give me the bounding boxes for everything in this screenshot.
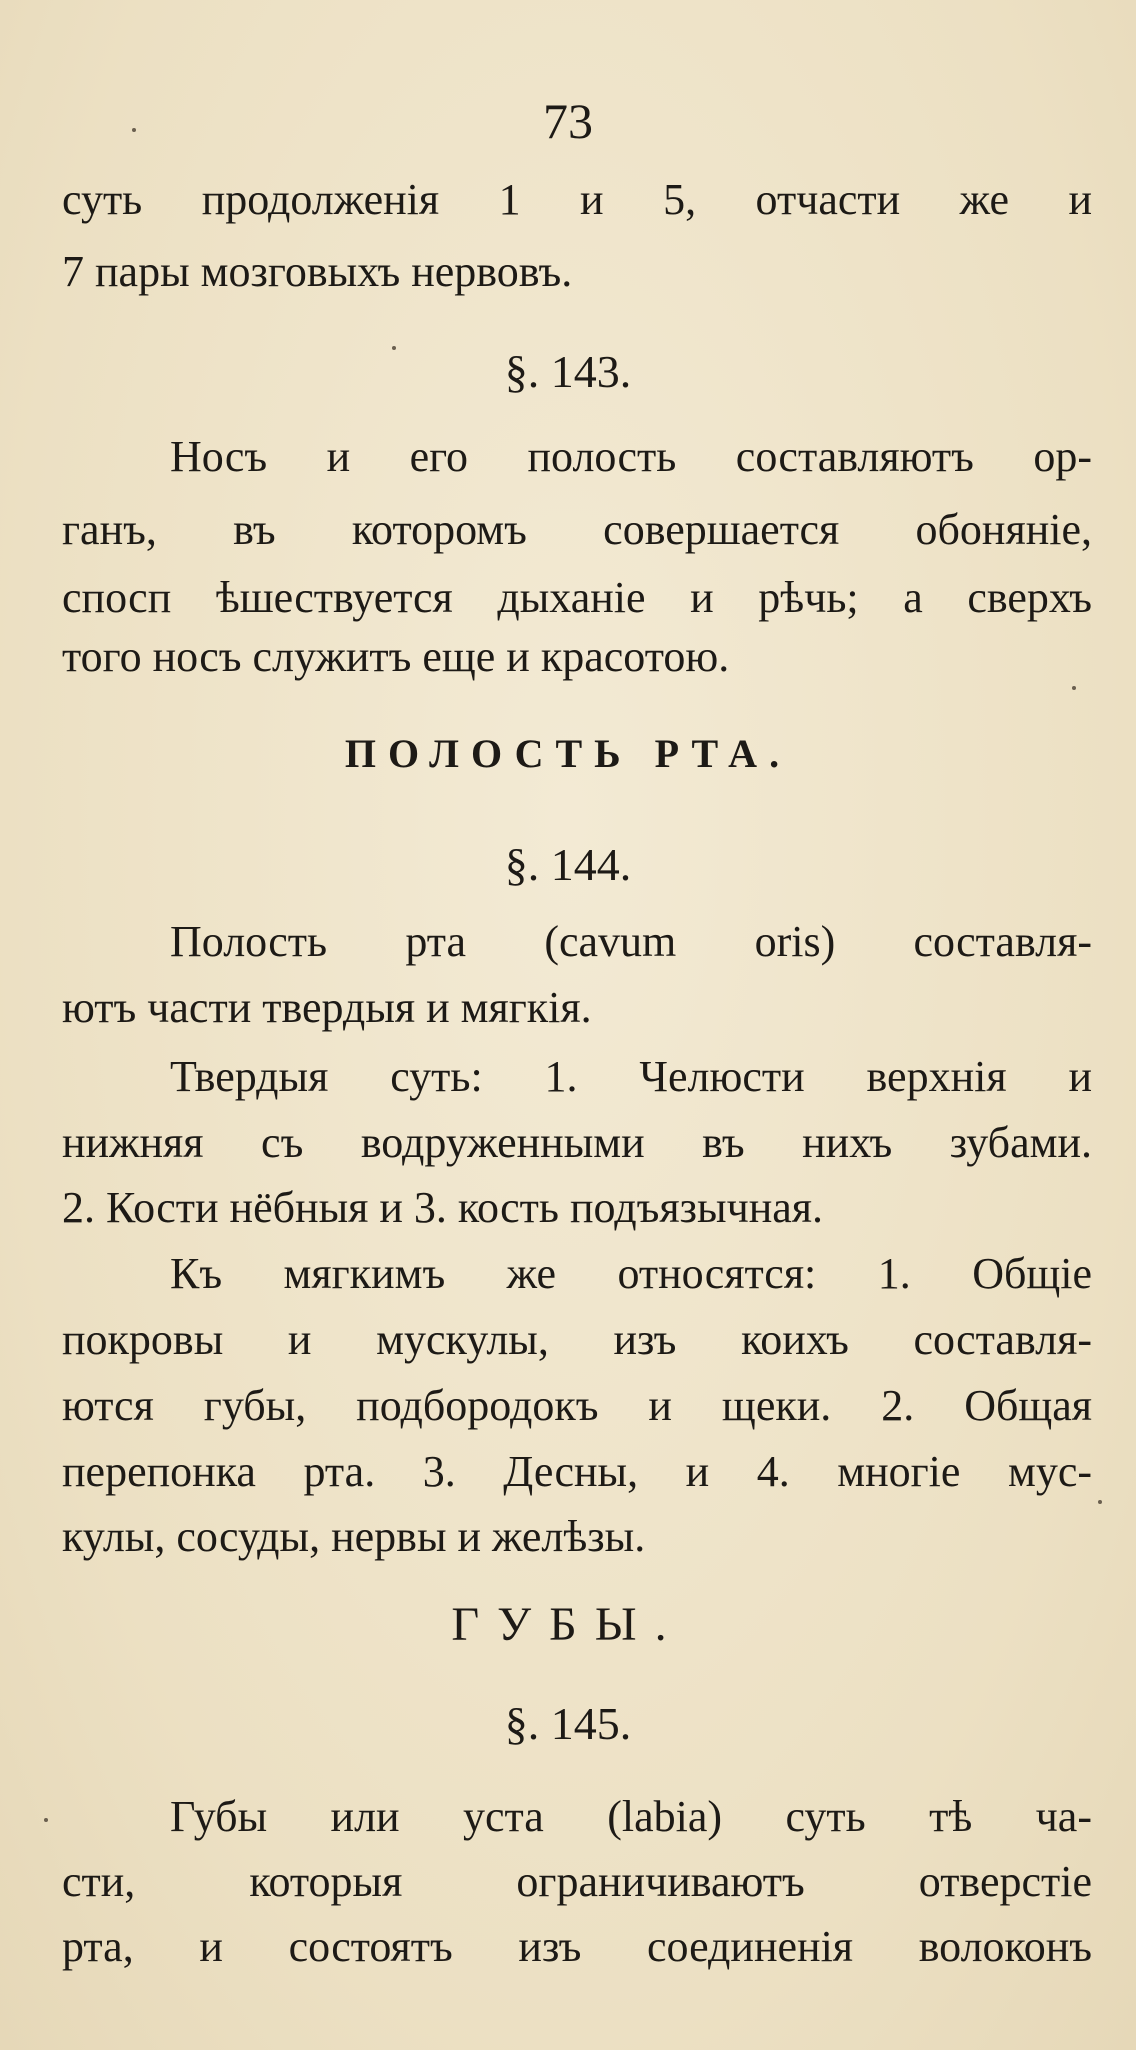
text-line: рта, и состоятъ изъ соединенія волоконъ xyxy=(62,1922,1092,1971)
text-line: нижняя съ водруженными въ нихъ зубами. xyxy=(62,1118,1092,1167)
section-number: §. 145. xyxy=(504,1698,632,1749)
text-line: 2. Кости нёбныя и 3. кость подъязычная. xyxy=(62,1183,824,1232)
text-line: Твердыя суть: 1. Челюсти верхнія и xyxy=(170,1052,1092,1101)
page-number: 73 xyxy=(543,93,593,149)
text-line: кулы, сосуды, нервы и желѣзы. xyxy=(62,1512,646,1561)
paper-speck xyxy=(132,128,136,132)
text-line: Полость рта (cavum oris) составля- xyxy=(170,917,1092,966)
text-line: Носъ и его полость составляютъ ор- xyxy=(170,432,1092,481)
paper-speck xyxy=(1098,1500,1102,1504)
text-line: сти, которыя ограничиваютъ отверстіе xyxy=(62,1857,1092,1906)
text-line: Къ мягкимъ же относятся: 1. Общіе xyxy=(170,1249,1092,1298)
section-heading: ГУБЫ. xyxy=(451,1598,685,1651)
text-line: спосп ѣшествуется дыханіе и рѣчь; а сверхъ xyxy=(62,573,1092,622)
text-line: ютъ части твердыя и мягкія. xyxy=(62,983,592,1032)
text-line: ются губы, подбородокъ и щеки. 2. Общая xyxy=(62,1381,1092,1430)
paper-speck xyxy=(44,1818,48,1822)
section-number: §. 144. xyxy=(504,839,632,890)
text-line: Губы или уста (labia) суть тѣ ча- xyxy=(170,1792,1092,1841)
text-line: ганъ, въ которомъ совершается обоняніе, xyxy=(62,505,1092,554)
paper-speck xyxy=(1072,686,1076,690)
section-number: §. 143. xyxy=(504,346,632,397)
text-line: 7 пары мозговыхъ нервовъ. xyxy=(62,247,573,296)
section-heading: ПОЛОСТЬ РТА. xyxy=(344,731,792,776)
text-line: того носъ служитъ еще и красотою. xyxy=(62,632,730,681)
text-line: суть продолженія 1 и 5, отчасти же и xyxy=(62,175,1092,224)
paper-speck xyxy=(392,346,396,350)
text-line: покровы и мускулы, изъ коихъ составля- xyxy=(62,1315,1092,1364)
text-line: перепонка рта. 3. Десны, и 4. многіе мус- xyxy=(62,1447,1092,1496)
